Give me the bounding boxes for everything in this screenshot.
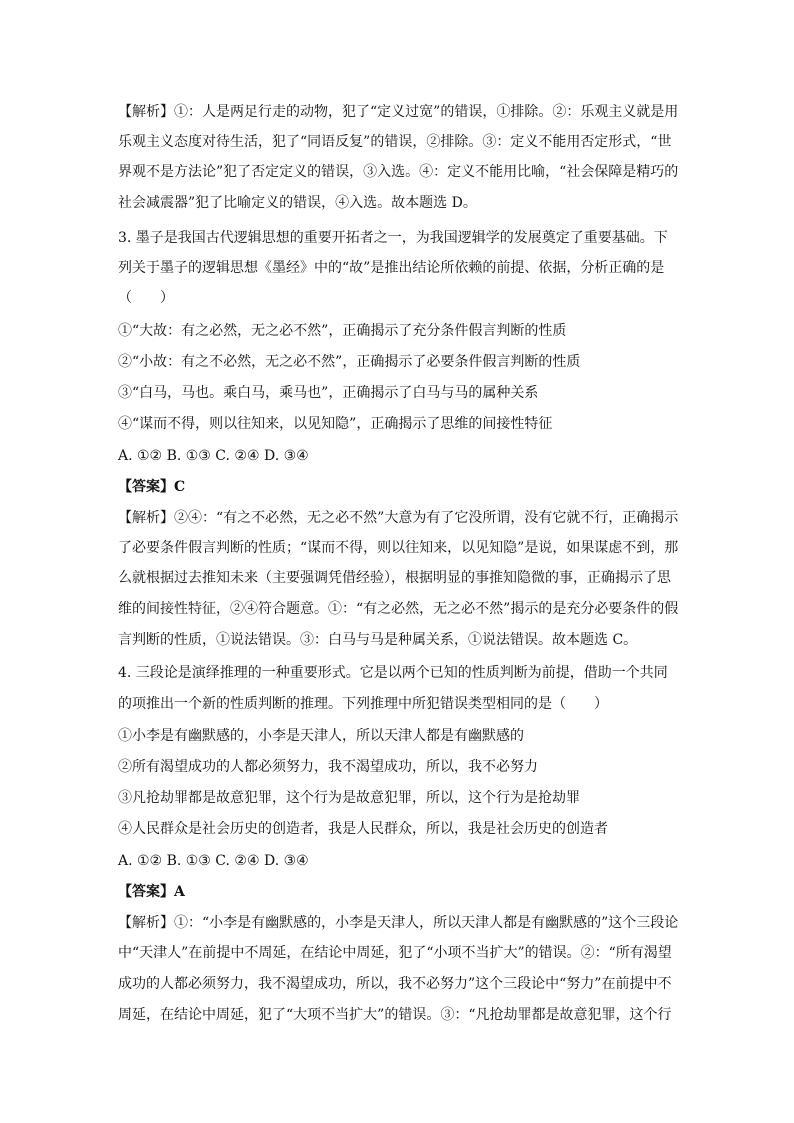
question-text-line: （ ） <box>118 290 174 306</box>
analysis-text-line: 界观不是方法论”犯了否定定义的错误，③入选。④：定义不能用比喻，“社会保障是精巧的 <box>118 164 679 180</box>
analysis-text-line: 【解析】①：人是两足行走的动物，犯了“定义过宽”的错误，①排除。②：乐观主义就是用 <box>118 104 679 120</box>
option-line: ③“白马，马也。乘白马，乘马也”，正确揭示了白马与马的属种关系 <box>118 385 539 401</box>
option-line: ①小李是有幽默感的，小李是天津人，所以天津人都是有幽默感的 <box>118 728 524 744</box>
option-line: ②所有渴望成功的人都必须努力，我不渴望成功，所以，我不必努力 <box>118 759 538 775</box>
option-line: ④人民群众是社会历史的创造者，我是人民群众，所以，我是社会历史的创造者 <box>118 821 608 837</box>
question-text-line: 3. 墨子是我国古代逻辑思想的重要开拓者之一，为我国逻辑学的发展奠定了重要基础。下 <box>118 230 668 246</box>
question-text-line: 列关于墨子的逻辑思想《墨经》中的“故”是推出结论所依赖的前提、依据，分析正确的是 <box>118 260 665 276</box>
choices-line: A. ①② B. ①③ C. ②④ D. ③④ <box>118 448 309 464</box>
option-line: ①“大故：有之必然，无之必不然”，正确揭示了充分条件假言判断的性质 <box>118 323 567 339</box>
analysis-text-line: 成功的人都必须努力，我不渴望成功，所以，我不必努力”这个三段论中“努力”在前提中不 <box>118 976 672 992</box>
analysis-text-line: 中“天津人”在前提中不周延，在结论中周延，犯了“小项不当扩大”的错误。②：“所有渴望 <box>118 945 672 961</box>
analysis-text-line: 社会减震器”犯了比喻定义的错误，④入选。故本题选 D。 <box>118 195 477 211</box>
question-text-line: 4. 三段论是演绎推理的一种重要形式。它是以两个已知的性质判断为前提，借助一个共同 <box>118 665 668 681</box>
analysis-text-line: 了必要条件假言判断的性质；“谋而不得，则以往知来，以见知隐”是说，如果谋虑不到，那 <box>118 540 679 556</box>
answer-line: 【答案】A <box>118 884 185 900</box>
question-text-line: 的项推出一个新的性质判断的推理。下列推理中所犯错误类型相同的是（ ） <box>118 696 608 712</box>
analysis-text-line: 么就根据过去推知未来（主要强调凭借经验），根据明显的事推知隐微的事，正确揭示了思 <box>118 570 671 586</box>
choices-line: A. ①② B. ①③ C. ②④ D. ③④ <box>118 853 309 869</box>
analysis-text-line: 【解析】②④：“有之不必然，无之必不然”大意为有了它没所谓，没有它就不行，正确揭示 <box>118 510 679 526</box>
analysis-text-line: 乐观主义态度对待生活，犯了“同语反复”的错误，②排除。③：定义不能用否定形式，“世 <box>118 134 672 150</box>
analysis-text-line: 周延，在结论中周延，犯了“大项不当扩大”的错误。③：“凡抢劫罪都是故意犯罪，这个行 <box>118 1007 672 1023</box>
answer-line: 【答案】C <box>118 479 186 495</box>
option-line: ④“谋而不得，则以往知来，以见知隐”，正确揭示了思维的间接性特征 <box>118 416 553 432</box>
option-line: ②“小故：有之不必然，无之必不然”，正确揭示了必要条件假言判断的性质 <box>118 354 581 370</box>
analysis-text-line: 【解析】①：“小李是有幽默感的，小李是天津人，所以天津人都是有幽默感的”这个三段论 <box>118 915 679 931</box>
analysis-text-line: 言判断的性质，①说法错误。③：白马与马是种属关系，①说法错误。故本题选 C。 <box>118 632 638 648</box>
analysis-text-line: 维的间接性特征，②④符合题意。①：“有之必然，无之必不然”揭示的是充分必要条件的假 <box>118 601 679 617</box>
option-line: ③凡抢劫罪都是故意犯罪，这个行为是故意犯罪，所以，这个行为是抢劫罪 <box>118 790 580 806</box>
